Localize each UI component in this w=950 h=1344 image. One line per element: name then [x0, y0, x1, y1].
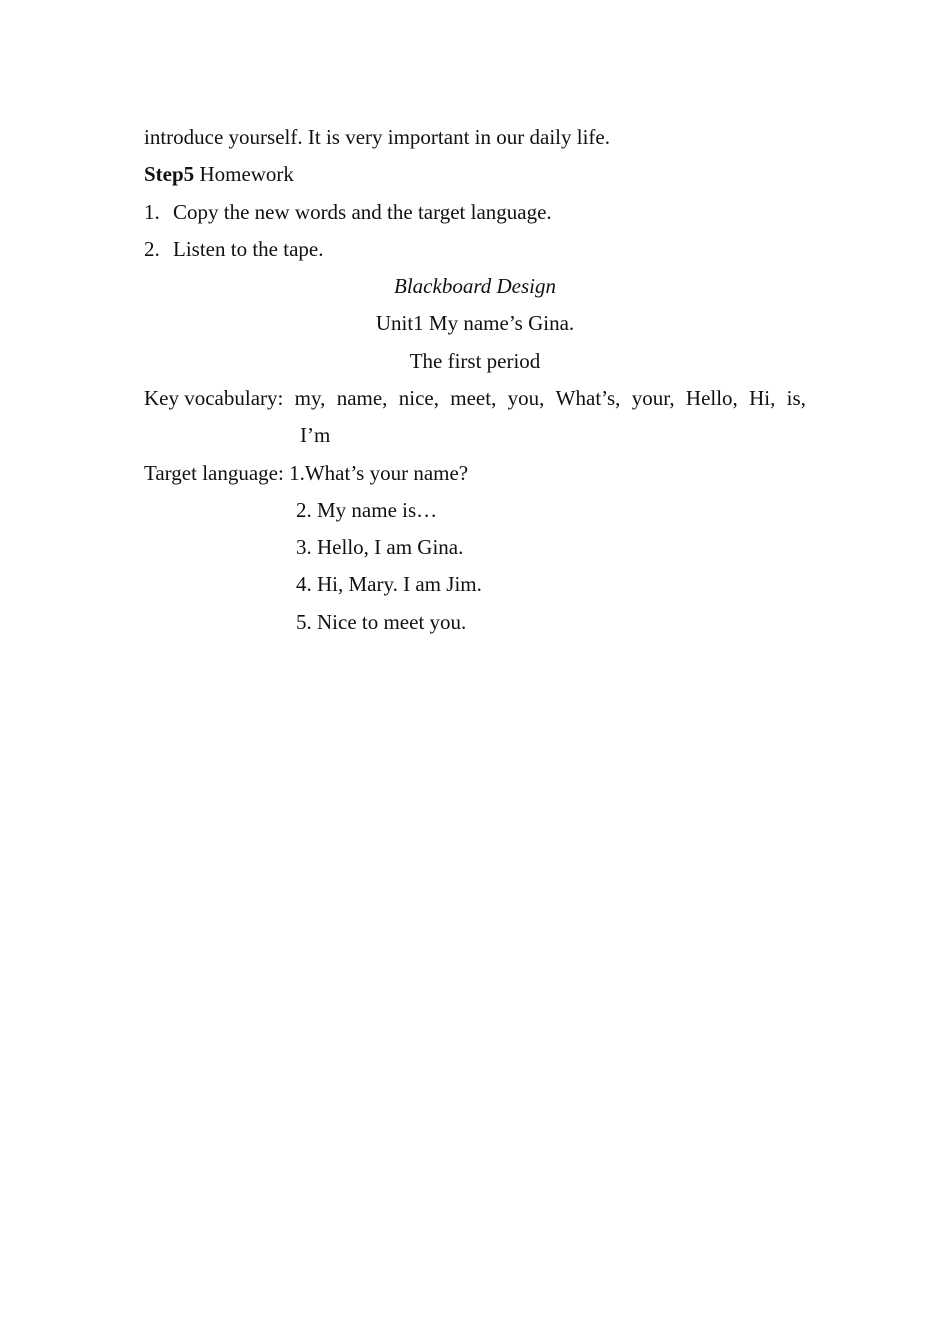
step5-title: Homework	[199, 162, 294, 186]
homework-item-2	[144, 236, 323, 262]
homework-item-text: Copy the new words and the target language.	[173, 200, 552, 224]
vocab-word: Hello,	[685, 386, 738, 410]
target-item-3: 3. Hello, I am Gina.	[296, 535, 464, 559]
intro-paragraph-end: introduce yourself. It is very important in our daily life.	[144, 125, 610, 149]
target-item-5: 5. Nice to meet you.	[296, 610, 467, 634]
vocab-word: my,	[294, 386, 326, 410]
step5-label: Step5	[144, 162, 195, 186]
homework-item-text: Listen to the tape.	[173, 237, 324, 261]
homework-item-number: 1.	[144, 200, 160, 224]
period-title: The first period	[409, 349, 541, 373]
target-item-1: 1.What’s your name?	[289, 461, 469, 485]
target-language-line	[144, 460, 468, 486]
vocab-word: What’s,	[555, 386, 621, 410]
vocab-word: name,	[336, 386, 388, 410]
vocab-word: your,	[631, 386, 675, 410]
homework-item-1	[144, 199, 552, 225]
unit-title: Unit1 My name’s Gina.	[375, 311, 575, 335]
step5-heading	[144, 161, 294, 187]
vocab-word: meet,	[450, 386, 497, 410]
vocab-word-last: I’m	[300, 423, 331, 447]
vocab-word: is,	[786, 386, 806, 410]
vocab-label: Key vocabulary:	[144, 386, 284, 410]
vocab-word: you,	[507, 386, 545, 410]
homework-item-number: 2.	[144, 237, 160, 261]
vocab-word: Hi,	[749, 386, 776, 410]
target-item-2: 2. My name is…	[296, 498, 438, 522]
target-item-4: 4. Hi, Mary. I am Jim.	[296, 572, 482, 596]
vocab-word: nice,	[398, 386, 439, 410]
blackboard-heading: Blackboard Design	[394, 274, 556, 298]
key-vocabulary-line	[144, 385, 806, 411]
target-label: Target language:	[144, 461, 284, 485]
